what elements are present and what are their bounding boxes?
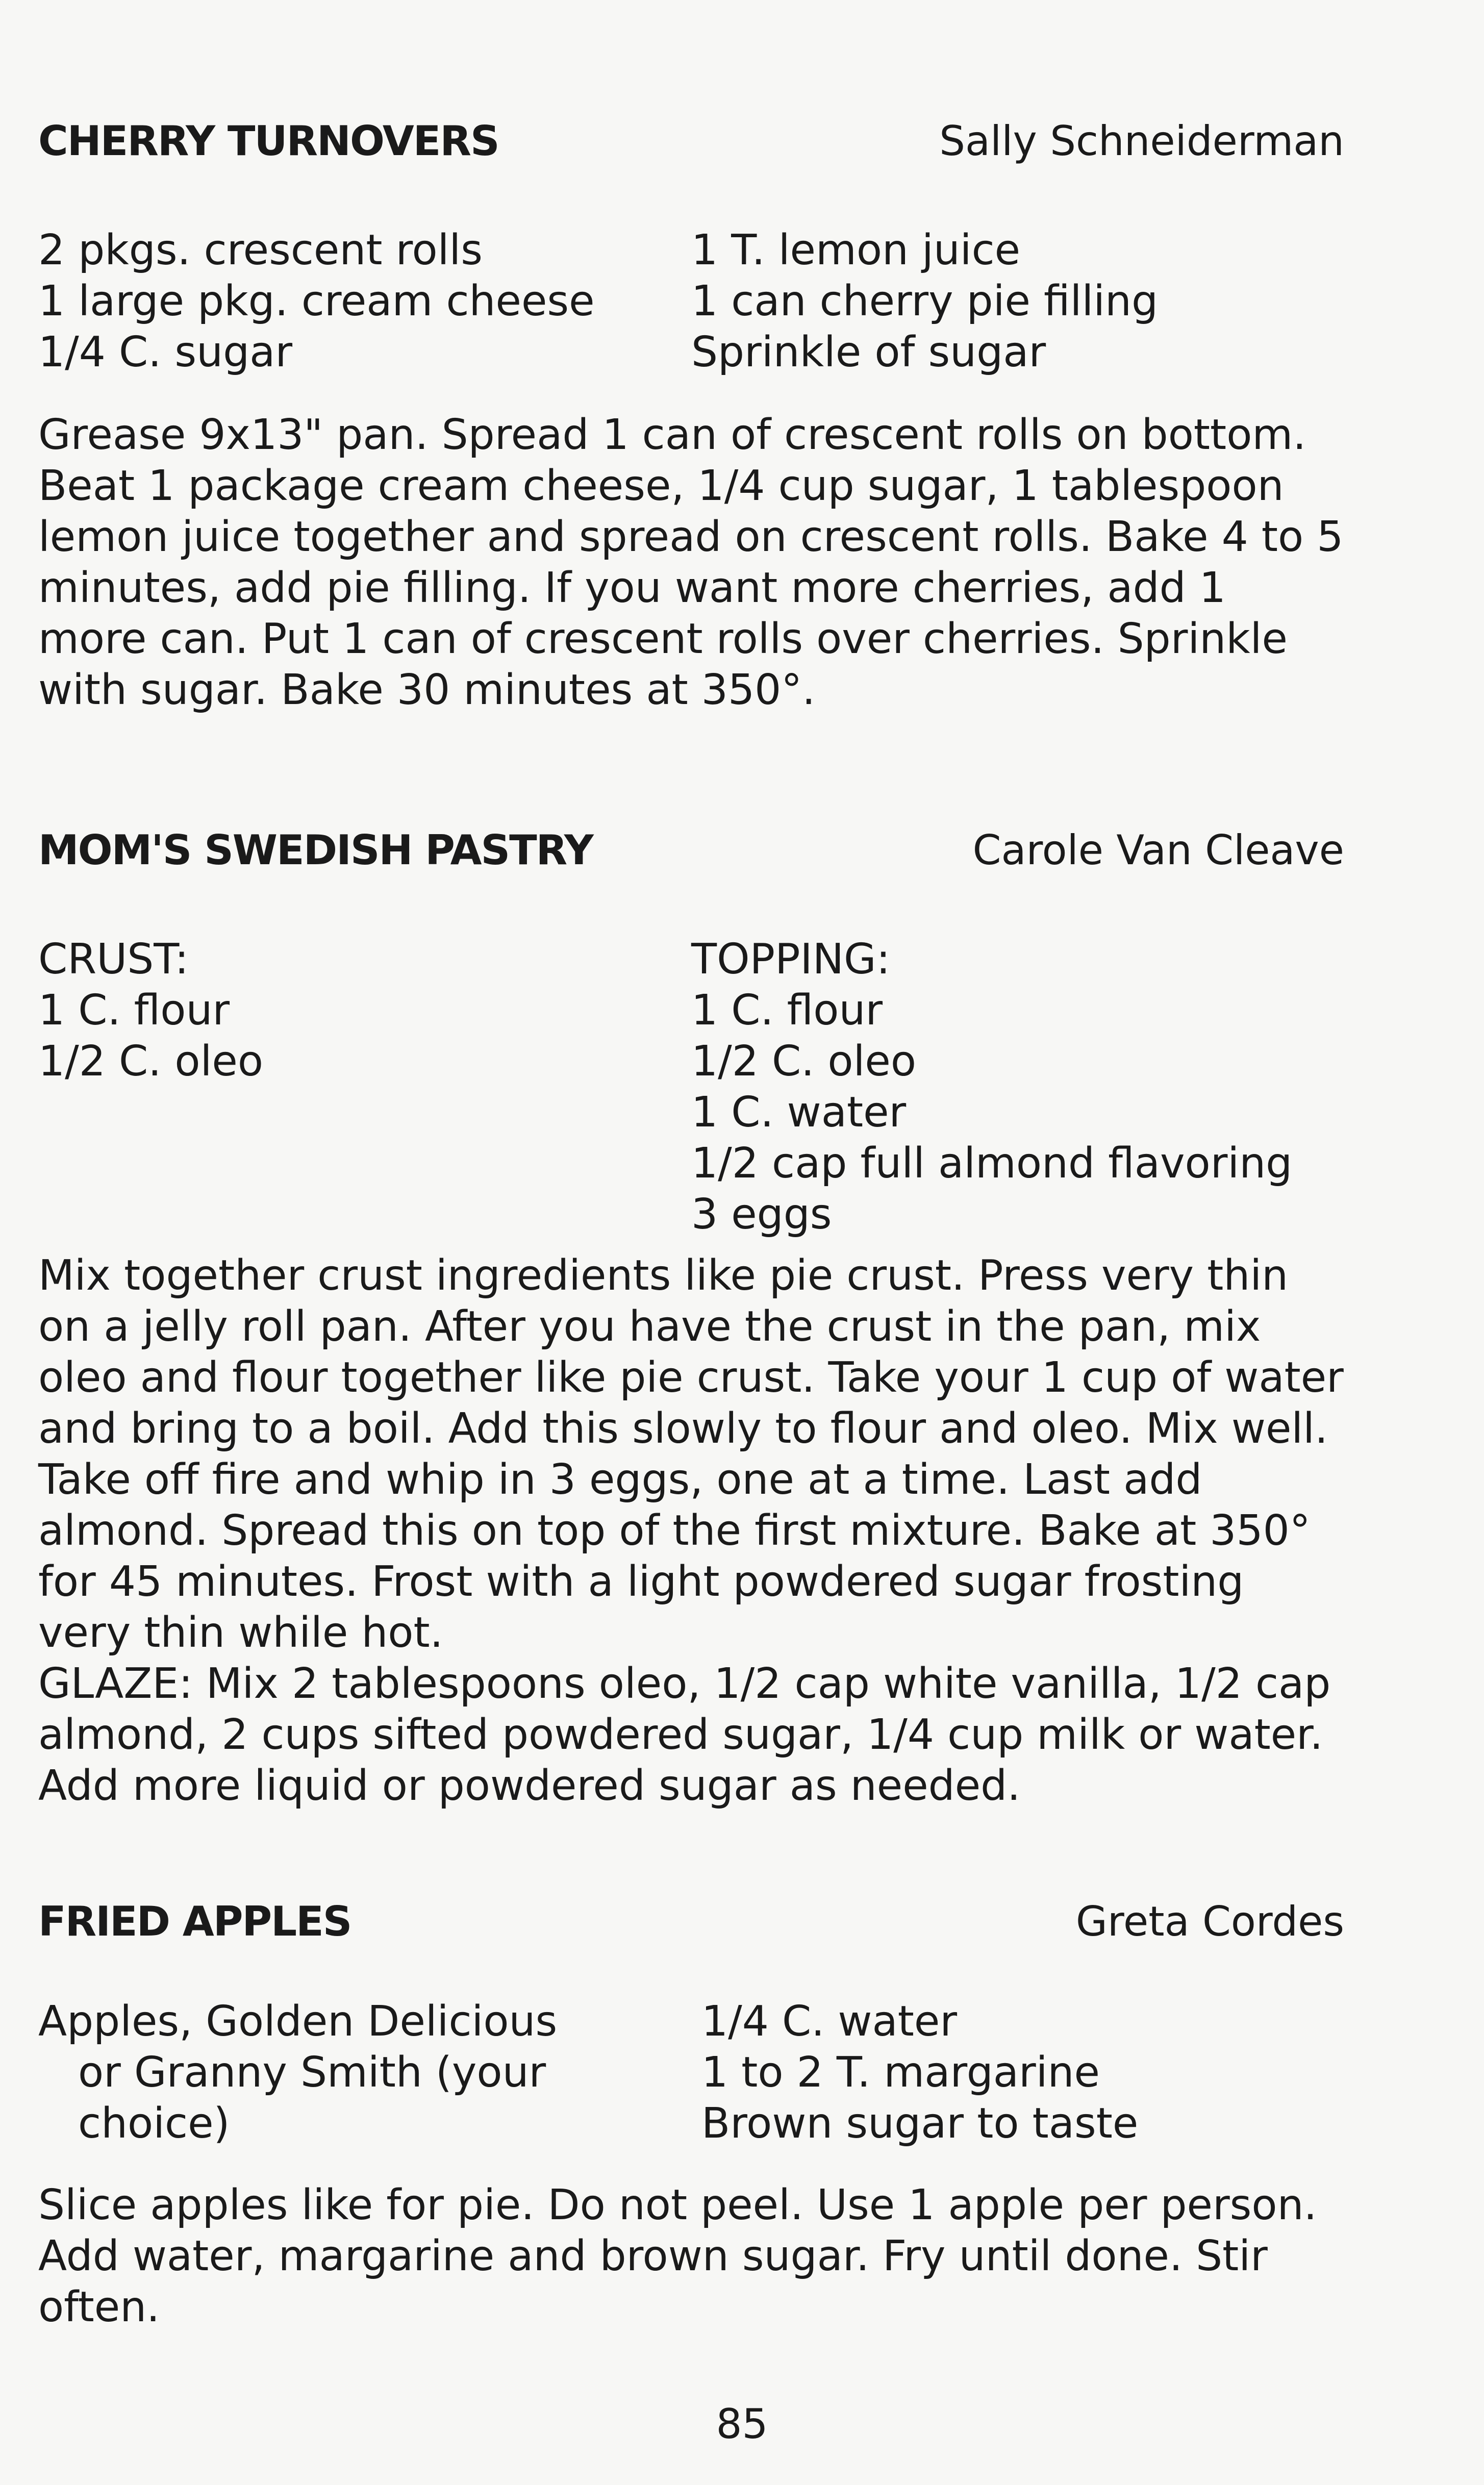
ingredient: or Granny Smith (your — [78, 2048, 546, 2097]
glaze-text: GLAZE: Mix 2 tablespoons oleo, 1/2 cap white vanilla, 1/2 cap almond, 2 cups sifted powdered sugar, 1/4 cup milk or water. Add more liquid or powdered sugar as needed. — [38, 1660, 1331, 1810]
page-number: 85 — [716, 2400, 768, 2448]
recipe-cherry-turnovers — [38, 117, 1344, 716]
recipe-author: Carole Van Cleave — [972, 826, 1344, 874]
ingredient: 1/2 C. oleo — [38, 1037, 263, 1086]
ingredient: 1 to 2 T. margarine — [701, 2048, 1100, 2097]
ingredients-right-column — [701, 1996, 1344, 2149]
ingredient: Brown sugar to taste — [701, 2099, 1139, 2148]
ingredient: 1/2 cap full almond flavoring — [691, 1139, 1293, 1188]
crust-column — [38, 934, 691, 1240]
ingredient: 1 large pkg. cream cheese — [38, 277, 595, 325]
ingredients-left-column — [38, 1996, 701, 2149]
ingredient: 1/4 C. sugar — [38, 328, 293, 376]
ingredient-list — [38, 934, 1344, 1240]
recipe-directions — [38, 410, 1344, 716]
recipe-directions — [38, 2180, 1344, 2333]
ingredient: 1/4 C. water — [701, 1997, 958, 2046]
ingredient: Sprinkle of sugar — [691, 328, 1046, 376]
ingredients-left-column — [38, 225, 691, 378]
recipe-author: Greta Cordes — [1075, 1898, 1344, 1945]
recipe-title: FRIED APPLES — [38, 1898, 351, 1945]
ingredients-right-column — [691, 225, 1344, 378]
ingredient: 3 eggs — [691, 1190, 832, 1239]
recipe-directions — [38, 1250, 1344, 1812]
ingredient: Apples, Golden Delicious — [38, 1997, 558, 2046]
ingredient-list — [38, 1996, 1344, 2149]
ingredient: 1/2 C. oleo — [691, 1037, 916, 1086]
ingredient: 1 can cherry pie filling — [691, 277, 1159, 325]
recipe-header — [38, 117, 1344, 165]
ingredient: 1 C. water — [691, 1088, 907, 1137]
ingredient: 1 C. flour — [38, 986, 230, 1035]
ingredient-list — [38, 225, 1344, 378]
section-heading: CRUST: — [38, 935, 189, 984]
topping-column — [691, 934, 1344, 1240]
ingredient: 2 pkgs. crescent rolls — [38, 226, 483, 274]
ingredient: 1 T. lemon juice — [691, 226, 1021, 274]
ingredient: choice) — [78, 2099, 230, 2148]
recipe-header — [38, 1898, 1344, 1945]
recipe-title: MOM'S SWEDISH PASTRY — [38, 826, 593, 874]
directions-text: Grease 9x13" pan. Spread 1 can of crescent rolls on bottom. Beat 1 package cream cheese, 1/4 cup sugar, 1 tablespoon lemon juice together and spread on crescent rolls. Bake 4 to 5 minutes, add pie filling. If you want more cherries, add 1 more can. Put 1 can of crescent rolls over cherries. Sprinkle with sugar. Bake 30 minutes at 350°. — [38, 411, 1344, 714]
recipe-fried-apples — [38, 1898, 1344, 2333]
directions-text: Slice apples like for pie. Do not peel. Use 1 apple per person. Add water, margarine and brown sugar. Fry until done. Stir often. — [38, 2181, 1317, 2331]
recipe-author: Sally Schneiderman — [939, 117, 1344, 165]
recipe-title: CHERRY TURNOVERS — [38, 117, 499, 165]
recipe-header — [38, 826, 1344, 874]
ingredient: 1 C. flour — [691, 986, 883, 1035]
section-heading: TOPPING: — [691, 935, 891, 984]
directions-text: Mix together crust ingredients like pie crust. Press very thin on a jelly roll pan. After you have the crust in the pan, mix oleo and flour together like pie crust. Take your 1 cup of water and bring to a boil. Add this slowly to flour and oleo. Mix well. Take off fire and whip in 3 eggs, one at a time. Last add almond. Spread this on top of the first mixture. Bake at 350° for 45 minutes. Frost with a light powdered sugar frosting very thin while hot. — [38, 1251, 1344, 1657]
recipe-moms-swedish-pastry — [38, 826, 1344, 1812]
